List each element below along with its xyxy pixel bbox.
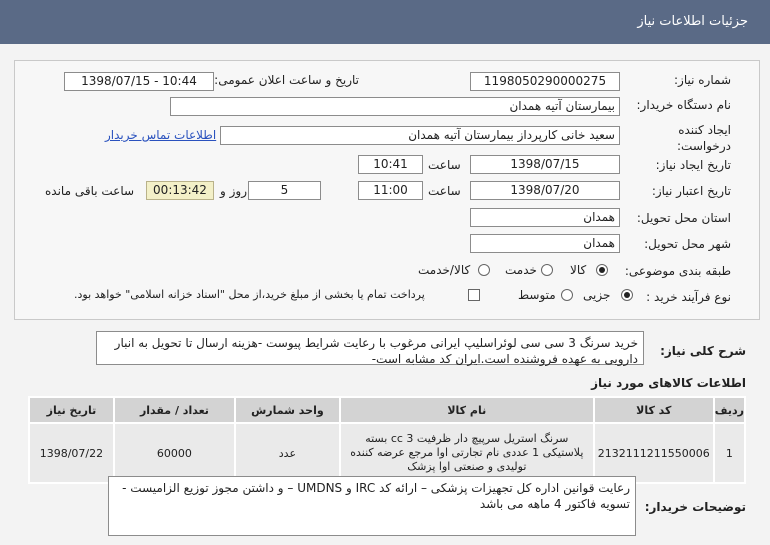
days-label: روز و [220,184,247,198]
announce-date-field: 1398/07/15 - 10:44 [64,72,214,91]
col-unit-header: واحد شمارش [235,397,340,423]
summary-label: شرح کلی نیاز: [660,344,746,358]
created-time-label: ساعت [428,158,461,172]
row-number: 1 [714,423,745,483]
category-label: طبقه بندی موضوعی: [624,264,731,278]
announce-date-label: تاریخ و ساعت اعلان عمومی: [214,73,359,87]
category-service-radio[interactable] [541,264,553,276]
buyer-contact-link[interactable]: اطلاعات تماس خریدار [105,128,217,142]
need-number-field: 1198050290000275 [470,72,620,91]
purchase-minor-radio[interactable] [621,289,633,301]
purchase-minor-label: جزیی [583,288,611,302]
buyer-org-label: نام دستگاه خریدار: [636,98,731,112]
item-code: 2132111211550006 [594,423,714,483]
category-goods-service-radio[interactable] [478,264,490,276]
summary-text: خرید سرنگ 3 سی سی لوئراسلیپ ایرانی مرغوب با رعایت شرایط پیوست -هزینه ارسال تا تحویل به انبار دارویی به عهده فروشنده است.ایران کد مشابه است- [96,331,644,365]
category-goods-service-label: کالا/خدمت [418,263,471,277]
col-date-header: تاریخ نیاز [29,397,114,423]
purchase-medium-label: متوسط [518,288,556,302]
time-remaining-label: ساعت باقی مانده [45,184,135,198]
goods-table-header [29,397,745,423]
category-goods-radio[interactable] [596,264,608,276]
city-field: همدان [470,234,620,253]
goods-table [28,396,746,484]
created-date-field: 1398/07/15 [470,155,620,174]
creator-field: سعید خانی کارپرداز بیمارستان آتیه همدان [220,126,620,145]
page-header [0,0,770,44]
time-remaining-field: 00:13:42 [146,181,214,200]
treasury-payment-checkbox[interactable] [468,289,480,301]
category-service-label: خدمت [505,263,537,277]
purchase-medium-radio[interactable] [561,289,573,301]
purchase-type-label: نوع فرآیند خرید : [646,290,731,304]
validity-time-field: 11:00 [358,181,423,200]
goods-section-title: اطلاعات کالاهای مورد نیاز [591,376,746,390]
col-code-header: کد کالا [594,397,714,423]
page-title: جزئیات اطلاعات نیاز [637,14,748,29]
validity-date-label: تاریخ اعتبار نیاز: [651,184,731,198]
item-need-date: 1398/07/22 [29,423,114,483]
buyer-notes-text: رعایت قوانین اداره کل تجهیزات پزشکی – ارائه کد IRC و UMDNS – و داشتن مجوز توزیع الزامیست - تسویه فاکتور 4 ماهه می باشد [108,476,636,536]
need-number-label: شماره نیاز: [674,73,731,87]
col-row-header: ردیف [714,397,745,423]
col-qty-header: تعداد / مقدار [114,397,235,423]
item-quantity: 60000 [114,423,235,483]
col-name-header: نام کالا [340,397,594,423]
item-name: سرنگ استریل سرپیچ دار ظرفیت cc 3 بسته پلاستیکی 1 عددی نام تجارتی اوا مرجع عرضه کننده تولیدی و صنعتی اوا پزشک [340,423,594,483]
table-row [29,423,745,483]
province-label: استان محل تحویل: [636,211,731,225]
buyer-notes-label: توضیحات خریدار: [644,500,746,514]
buyer-org-field: بیمارستان آتیه همدان [170,97,620,116]
days-remaining-field: 5 [248,181,321,200]
province-field: همدان [470,208,620,227]
created-time-field: 10:41 [358,155,423,174]
created-date-label: تاریخ ایجاد نیاز: [655,158,731,172]
item-unit: عدد [235,423,340,483]
treasury-payment-label: پرداخت تمام یا بخشی از مبلغ خرید،از محل "اسناد خزانه اسلامی" خواهد بود. [74,288,425,301]
validity-time-label: ساعت [428,184,461,198]
category-goods-label: کالا [570,263,587,277]
city-label: شهر محل تحویل: [644,237,731,251]
creator-label: ایجاد کننده درخواست: [677,123,731,153]
validity-date-field: 1398/07/20 [470,181,620,200]
